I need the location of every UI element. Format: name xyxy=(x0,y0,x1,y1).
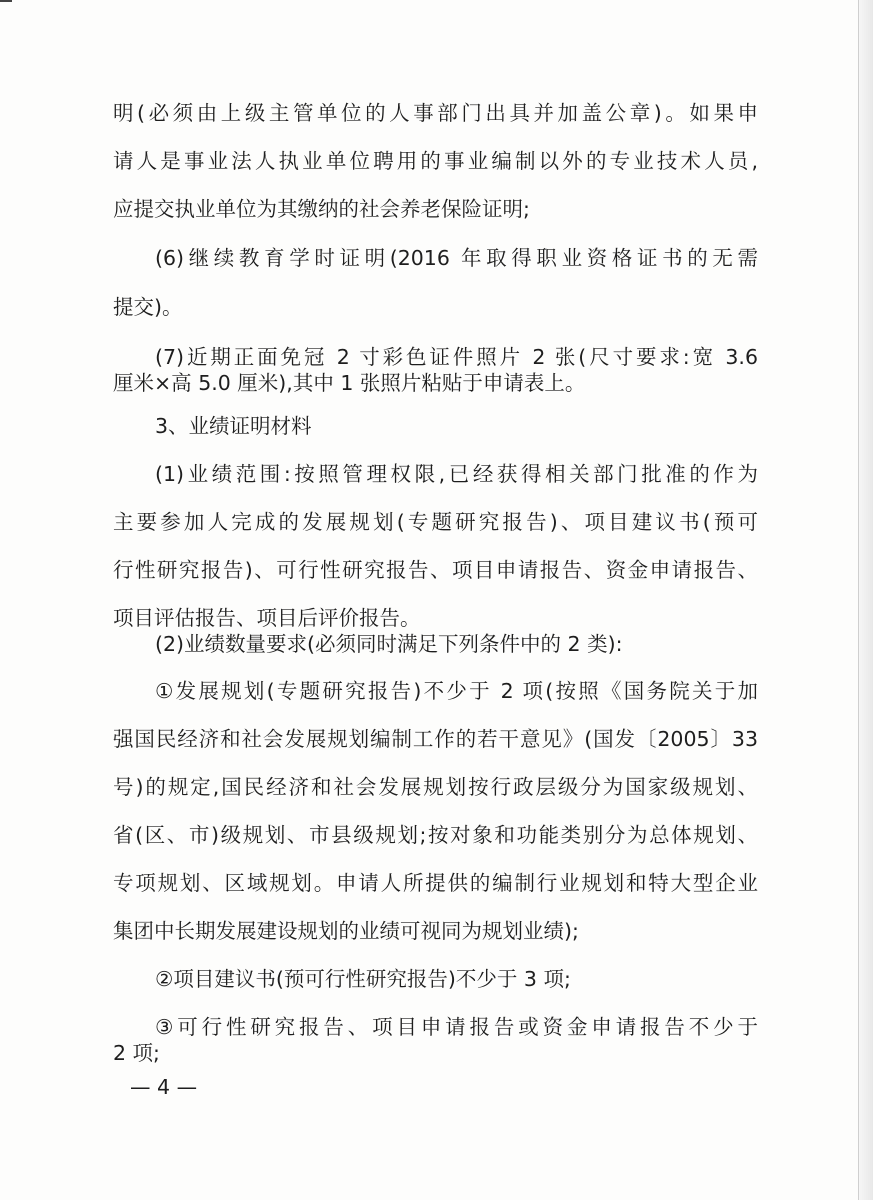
body-line: 提交)。 xyxy=(113,295,183,319)
body-line: 请人是事业法人执业单位聘用的事业编制以外的专业技术人员, xyxy=(113,149,758,173)
body-line: 强国民经济和社会发展规划编制工作的若干意见》(国发〔2005〕33 xyxy=(113,727,758,751)
body-line: 项目评估报告、项目后评价报告。 xyxy=(113,606,421,630)
body-line: (2)业绩数量要求(必须同时满足下列条件中的 2 类): xyxy=(155,632,623,656)
body-line: 2 项; xyxy=(113,1041,160,1065)
body-line: 行性研究报告)、可行性研究报告、项目申请报告、资金申请报告、 xyxy=(113,558,758,582)
body-line: ③可行性研究报告、项目申请报告或资金申请报告不少于 xyxy=(155,1015,758,1039)
body-line: 应提交执业单位为其缴纳的社会养老保险证明; xyxy=(113,197,530,221)
section-heading: 3、业绩证明材料 xyxy=(155,414,312,438)
body-line: (1)业绩范围:按照管理权限,已经获得相关部门批准的作为 xyxy=(155,462,758,486)
body-line: 省(区、市)级规划、市县级规划;按对象和功能类别分为总体规划、 xyxy=(113,823,758,847)
body-line: 厘米×高 5.0 厘米),其中 1 张照片粘贴于申请表上。 xyxy=(113,371,586,395)
page-edge-shadow xyxy=(858,0,873,1200)
body-line: (7)近期正面免冠 2 寸彩色证件照片 2 张(尺寸要求:宽 3.6 xyxy=(155,345,758,369)
page-number: — 4 — xyxy=(130,1075,198,1099)
body-line: 集团中长期发展建设规划的业绩可视同为规划业绩); xyxy=(113,919,579,943)
body-line: ①发展规划(专题研究报告)不少于 2 项(按照《国务院关于加 xyxy=(155,679,758,703)
body-line: 主要参加人完成的发展规划(专题研究报告)、项目建议书(预可 xyxy=(113,510,758,534)
body-line: ②项目建议书(预可行性研究报告)不少于 3 项; xyxy=(155,967,571,991)
body-line: (6)继续教育学时证明(2016 年取得职业资格证书的无需 xyxy=(155,246,758,270)
scan-edge-mark xyxy=(0,0,12,2)
body-line: 号)的规定,国民经济和社会发展规划按行政层级分为国家级规划、 xyxy=(113,775,758,799)
body-line: 专项规划、区域规划。申请人所提供的编制行业规划和特大型企业 xyxy=(113,871,758,895)
body-line: 明(必须由上级主管单位的人事部门出具并加盖公章)。如果申 xyxy=(113,101,758,125)
